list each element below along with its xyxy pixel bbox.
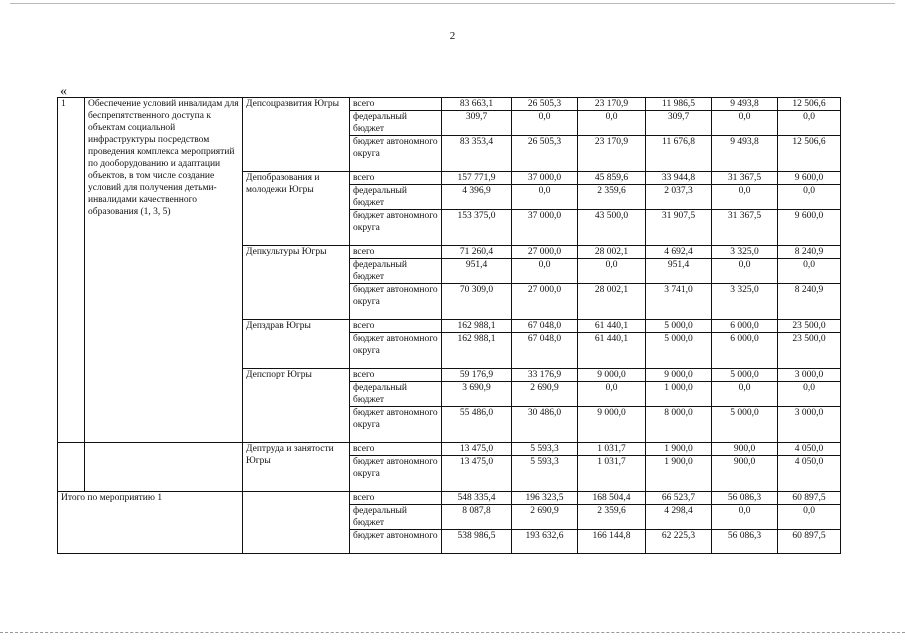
amount-cell: 43 500,0 — [578, 210, 646, 246]
funding-source-cell: бюджет автономного — [350, 530, 442, 554]
event-number-cell: 1 — [58, 98, 85, 443]
amount-cell: 45 859,6 — [578, 172, 646, 185]
funding-source-cell: всего — [350, 98, 442, 111]
amount-cell: 5 000,0 — [646, 333, 712, 369]
funding-source-cell: бюджет автономного округа — [350, 407, 442, 443]
amount-cell: 3 325,0 — [712, 246, 778, 259]
amount-cell: 0,0 — [778, 111, 841, 136]
amount-cell: 1 900,0 — [646, 443, 712, 456]
amount-cell: 951,4 — [646, 259, 712, 284]
amount-cell: 8 240,9 — [778, 284, 841, 320]
amount-cell: 37 000,0 — [512, 172, 578, 185]
funding-source-cell: всего — [350, 320, 442, 333]
amount-cell: 162 988,1 — [442, 333, 512, 369]
amount-cell: 157 771,9 — [442, 172, 512, 185]
amount-cell: 9 493,8 — [712, 98, 778, 111]
amount-cell: 23 170,9 — [578, 136, 646, 172]
amount-cell: 168 504,4 — [578, 492, 646, 505]
amount-cell: 28 002,1 — [578, 246, 646, 259]
amount-cell: 162 988,1 — [442, 320, 512, 333]
amount-cell: 1 900,0 — [646, 456, 712, 492]
amount-cell: 309,7 — [442, 111, 512, 136]
amount-cell: 56 086,3 — [712, 530, 778, 554]
amount-cell: 196 323,5 — [512, 492, 578, 505]
amount-cell: 60 897,5 — [778, 530, 841, 554]
amount-cell: 9 000,0 — [578, 369, 646, 382]
amount-cell: 6 000,0 — [712, 320, 778, 333]
amount-cell: 166 144,8 — [578, 530, 646, 554]
amount-cell: 2 359,6 — [578, 505, 646, 530]
executor-cell: Дептруда и занятости Югры — [243, 443, 350, 492]
amount-cell: 2 037,3 — [646, 185, 712, 210]
amount-cell: 5 000,0 — [712, 407, 778, 443]
amount-cell: 6 000,0 — [712, 333, 778, 369]
amount-cell: 9 493,8 — [712, 136, 778, 172]
amount-cell: 62 225,3 — [646, 530, 712, 554]
funding-source-cell: бюджет автономного округа — [350, 210, 442, 246]
amount-cell: 2 359,6 — [578, 185, 646, 210]
funding-source-cell: федеральный бюджет — [350, 111, 442, 136]
amount-cell: 3 741,0 — [646, 284, 712, 320]
amount-cell: 951,4 — [442, 259, 512, 284]
scan-edge-bottom — [0, 632, 905, 633]
funding-source-cell: всего — [350, 443, 442, 456]
amount-cell: 9 600,0 — [778, 172, 841, 185]
amount-cell: 3 690,9 — [442, 382, 512, 407]
amount-cell: 12 506,6 — [778, 136, 841, 172]
amount-cell: 26 505,3 — [512, 136, 578, 172]
amount-cell: 13 475,0 — [442, 456, 512, 492]
amount-cell: 27 000,0 — [512, 284, 578, 320]
amount-cell: 2 690,9 — [512, 382, 578, 407]
amount-cell: 0,0 — [512, 185, 578, 210]
amount-cell: 37 000,0 — [512, 210, 578, 246]
amount-cell: 67 048,0 — [512, 333, 578, 369]
amount-cell: 0,0 — [778, 259, 841, 284]
amount-cell: 900,0 — [712, 456, 778, 492]
amount-cell: 70 309,0 — [442, 284, 512, 320]
amount-cell: 0,0 — [778, 505, 841, 530]
amount-cell: 0,0 — [578, 382, 646, 407]
executor-cell: Депздрав Югры — [243, 320, 350, 369]
amount-cell: 5 593,3 — [512, 443, 578, 456]
amount-cell: 548 335,4 — [442, 492, 512, 505]
amount-cell: 11 986,5 — [646, 98, 712, 111]
funding-source-cell: всего — [350, 172, 442, 185]
funding-source-cell: бюджет автономного округа — [350, 136, 442, 172]
funding-source-cell: федеральный бюджет — [350, 505, 442, 530]
amount-cell: 23 500,0 — [778, 333, 841, 369]
amount-cell: 61 440,1 — [578, 320, 646, 333]
amount-cell: 1 000,0 — [646, 382, 712, 407]
amount-cell: 26 505,3 — [512, 98, 578, 111]
amount-cell: 153 375,0 — [442, 210, 512, 246]
amount-cell: 0,0 — [778, 185, 841, 210]
amount-cell: 900,0 — [712, 443, 778, 456]
amount-cell: 9 600,0 — [778, 210, 841, 246]
amount-cell: 9 000,0 — [646, 369, 712, 382]
executor-cell: Депсоцразвития Югры — [243, 98, 350, 172]
amount-cell: 60 897,5 — [778, 492, 841, 505]
amount-cell: 0,0 — [512, 111, 578, 136]
funding-source-cell: всего — [350, 369, 442, 382]
amount-cell: 59 176,9 — [442, 369, 512, 382]
amount-cell: 61 440,1 — [578, 333, 646, 369]
amount-cell: 12 506,6 — [778, 98, 841, 111]
amount-cell: 538 986,5 — [442, 530, 512, 554]
amount-cell: 4 396,9 — [442, 185, 512, 210]
amount-cell: 0,0 — [712, 505, 778, 530]
amount-cell: 1 031,7 — [578, 456, 646, 492]
executor-cell: Депкультуры Югры — [243, 246, 350, 320]
amount-cell: 9 000,0 — [578, 407, 646, 443]
amount-cell: 31 367,5 — [712, 172, 778, 185]
amount-cell: 27 000,0 — [512, 246, 578, 259]
funding-source-cell: бюджет автономного округа — [350, 284, 442, 320]
amount-cell: 2 690,9 — [512, 505, 578, 530]
amount-cell: 0,0 — [712, 382, 778, 407]
amount-cell: 28 002,1 — [578, 284, 646, 320]
funding-source-cell: всего — [350, 492, 442, 505]
amount-cell: 0,0 — [778, 382, 841, 407]
amount-cell: 33 176,9 — [512, 369, 578, 382]
amount-cell: 3 325,0 — [712, 284, 778, 320]
amount-cell: 56 086,3 — [712, 492, 778, 505]
table-row — [58, 443, 841, 456]
amount-cell: 3 000,0 — [778, 369, 841, 382]
event-name-cell-cont — [85, 443, 243, 492]
total-label-cell: Итого по мероприятию 1 — [58, 492, 243, 554]
amount-cell: 4 050,0 — [778, 456, 841, 492]
amount-cell: 1 031,7 — [578, 443, 646, 456]
event-name-cell: Обеспечение условий инвалидам для беспрепятственного доступа к объектам социальной инфраструктуры посредством проведения комплекса мероприятий по дооборудованию и адаптации объектов, в том числе создание условий для получения детьми-инвалидами качественного образования (1, 3, 5) — [85, 98, 243, 443]
amount-cell: 67 048,0 — [512, 320, 578, 333]
amount-cell: 4 050,0 — [778, 443, 841, 456]
amount-cell: 5 000,0 — [712, 369, 778, 382]
amount-cell: 55 486,0 — [442, 407, 512, 443]
amount-cell: 4 298,4 — [646, 505, 712, 530]
funding-source-cell: бюджет автономного округа — [350, 456, 442, 492]
amount-cell: 5 000,0 — [646, 320, 712, 333]
total-row — [58, 492, 841, 505]
amount-cell: 0,0 — [712, 111, 778, 136]
amount-cell: 23 170,9 — [578, 98, 646, 111]
amount-cell: 13 475,0 — [442, 443, 512, 456]
executor-cell: Депспорт Югры — [243, 369, 350, 443]
funding-source-cell: федеральный бюджет — [350, 259, 442, 284]
amount-cell: 8 240,9 — [778, 246, 841, 259]
amount-cell: 33 944,8 — [646, 172, 712, 185]
amount-cell: 0,0 — [578, 111, 646, 136]
amount-cell: 71 260,4 — [442, 246, 512, 259]
amount-cell: 66 523,7 — [646, 492, 712, 505]
amount-cell: 0,0 — [578, 259, 646, 284]
amount-cell: 23 500,0 — [778, 320, 841, 333]
funding-source-cell: федеральный бюджет — [350, 382, 442, 407]
total-executor-cell — [243, 492, 350, 554]
event-number-cell-cont — [58, 443, 85, 492]
amount-cell: 309,7 — [646, 111, 712, 136]
scan-edge-top — [10, 3, 895, 4]
amount-cell: 8 087,8 — [442, 505, 512, 530]
executor-cell: Депобразования и молодежи Югры — [243, 172, 350, 246]
amount-cell: 3 000,0 — [778, 407, 841, 443]
table-row — [58, 98, 841, 111]
amount-cell: 5 593,3 — [512, 456, 578, 492]
funding-source-cell: всего — [350, 246, 442, 259]
amount-cell: 193 632,6 — [512, 530, 578, 554]
amount-cell: 31 907,5 — [646, 210, 712, 246]
amount-cell: 0,0 — [712, 259, 778, 284]
amount-cell: 83 663,1 — [442, 98, 512, 111]
amount-cell: 4 692,4 — [646, 246, 712, 259]
opening-quote: « — [60, 84, 67, 99]
amount-cell: 0,0 — [512, 259, 578, 284]
funding-source-cell: федеральный бюджет — [350, 185, 442, 210]
funding-source-cell: бюджет автономного округа — [350, 333, 442, 369]
funding-table — [57, 97, 841, 554]
amount-cell: 83 353,4 — [442, 136, 512, 172]
amount-cell: 0,0 — [712, 185, 778, 210]
amount-cell: 8 000,0 — [646, 407, 712, 443]
page-number: 2 — [449, 30, 456, 42]
amount-cell: 31 367,5 — [712, 210, 778, 246]
amount-cell: 11 676,8 — [646, 136, 712, 172]
amount-cell: 30 486,0 — [512, 407, 578, 443]
